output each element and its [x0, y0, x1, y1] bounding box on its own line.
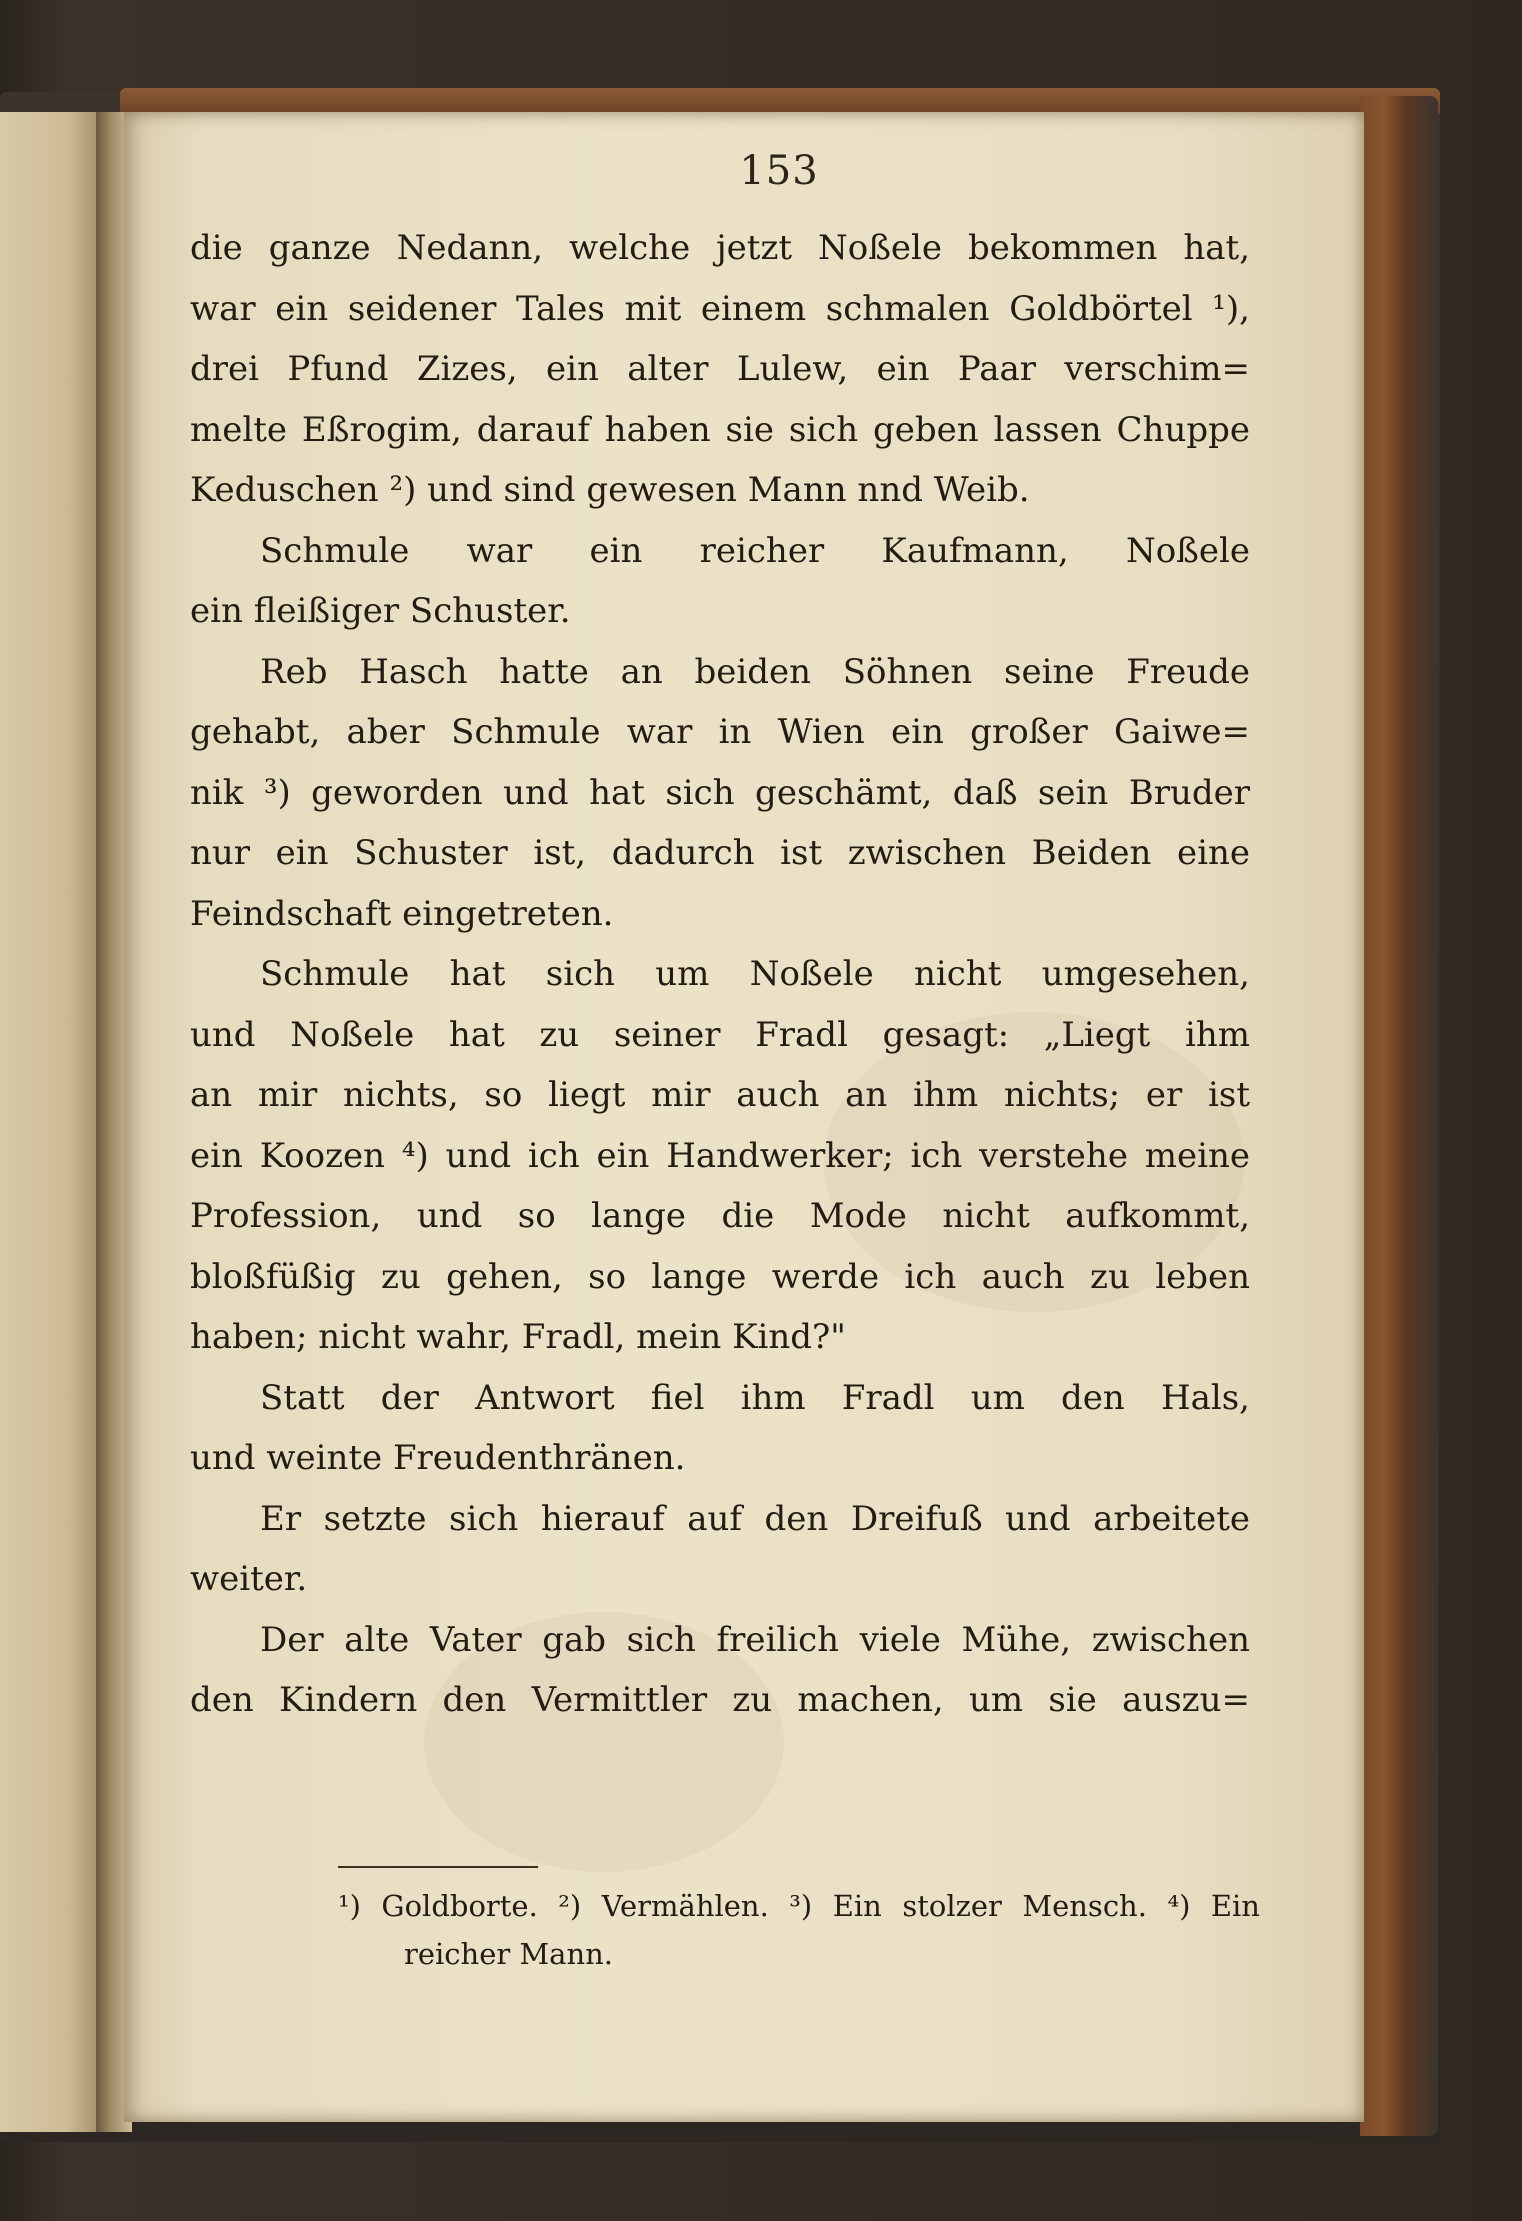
text-line: nik ³) geworden und hat sich geschämt, daß sein Bruder [190, 772, 1250, 813]
text-line: Statt der Antwort fiel ihm Fradl um den Hals, [260, 1377, 1250, 1418]
text-line: Feindschaft eingetreten. [190, 893, 614, 934]
text-line: bloßfüßig zu gehen, so lange werde ich auch zu leben [190, 1256, 1250, 1297]
text-line: Keduschen ²) und sind gewesen Mann nnd Weib. [190, 470, 1030, 510]
text-line: ein Koozen ⁴) und ich ein Handwerker; ich verstehe meine [190, 1135, 1250, 1176]
text-line: Er setzte sich hierauf auf den Dreifuß und arbeitete [260, 1498, 1250, 1539]
text-line: die ganze Nedann, welche jetzt Noßele bekommen hat, [190, 228, 1250, 268]
text-line: drei Pfund Zizes, ein alter Lulew, ein Paar verschim= [190, 349, 1250, 389]
text-line: ein fleißiger Schuster. [190, 591, 571, 631]
footnote-line: reicher Mann. [404, 1937, 614, 1971]
book-cover-right-edge [1360, 96, 1438, 2136]
text-line: Reb Hasch hatte an beiden Söhnen seine Freude [260, 651, 1250, 692]
text-line: nur ein Schuster ist, dadurch ist zwischen Beiden eine [190, 833, 1250, 873]
book-cover-top-edge [120, 88, 1440, 114]
text-line: Profession, und so lange die Mode nicht aufkommt, [190, 1196, 1250, 1236]
text-line: war ein seidener Tales mit einem schmalen Goldbörtel ¹), [190, 288, 1250, 329]
text-line: Schmule hat sich um Noßele nicht umgesehen, [260, 954, 1250, 994]
footnotes [338, 1882, 1260, 1978]
text-line: melte Eßrogim, darauf haben sie sich geben lassen Chuppe [190, 409, 1250, 450]
text-line: gehabt, aber Schmule war in Wien ein großer Gaiwe= [190, 712, 1250, 752]
text-line: Der alte Vater gab sich freilich viele Mühe, zwischen [260, 1619, 1250, 1660]
text-line: haben; nicht wahr, Fradl, mein Kind?" [190, 1317, 846, 1357]
page-number: 153 [739, 148, 819, 194]
footnote-divider [338, 1866, 538, 1868]
text-line: weiter. [190, 1559, 308, 1599]
text-line: Schmule war ein reicher Kaufmann, Noßele [260, 530, 1250, 571]
body-text [190, 218, 1250, 1731]
text-line: an mir nichts, so liegt mir auch an ihm nichts; er ist [190, 1075, 1250, 1115]
text-line: und weinte Freudenthränen. [190, 1438, 686, 1478]
text-line: den Kindern den Vermittler zu machen, um sie auszu= [190, 1680, 1250, 1720]
text-line: und Noßele hat zu seiner Fradl gesagt: „Liegt ihm [190, 1014, 1250, 1055]
footnote-line: ¹) Goldborte. ²) Vermählen. ³) Ein stolzer Mensch. ⁴) Ein [338, 1889, 1260, 1923]
